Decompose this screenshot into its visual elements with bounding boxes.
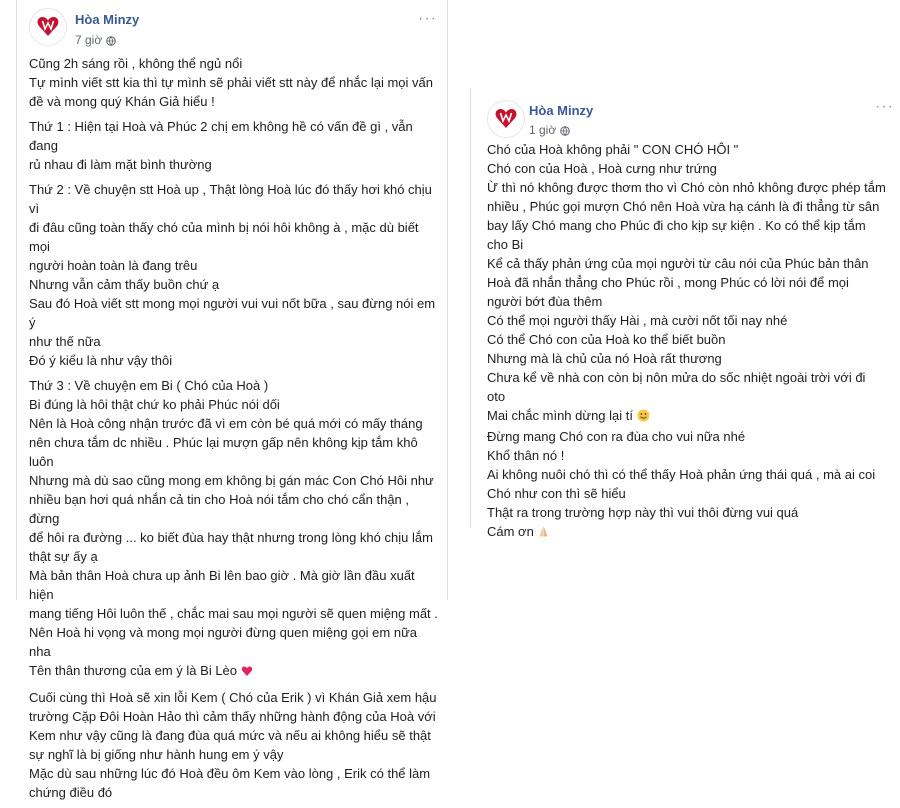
post-time[interactable] [75, 33, 116, 47]
post-text-line: Ừ thì nó không được thơm tho vì Chó còn nhỏ không được phép tắm [487, 180, 886, 195]
author-name[interactable]: Hòa Minzy [529, 103, 594, 118]
more-options-icon[interactable]: ··· [418, 10, 437, 27]
post-text-line: Sau đó Hoà viết stt mong mọi người vui vui nốt bữa , sau đừng nói em ý [29, 296, 439, 330]
post-text-line: Cũng 2h sáng rồi , không thể ngủ nổi [29, 56, 243, 71]
post-text-line: chứng điều đó [29, 785, 113, 800]
post-text-line: Nhưng mà là chủ của nó Hoà rất thương [487, 351, 722, 366]
author-name[interactable]: Hòa Minzy [75, 12, 140, 27]
post-text-line: người hoàn toàn là đang trêu [29, 258, 198, 273]
post-text-line: nhiều , Phúc gọi mượn Chó nên Hoà vừa hạ cánh là đi thẳng từ sân [487, 199, 880, 214]
post-text-line: Nên Hoà hi vọng và mong mọi người đừng quen miệng gọi em nữa nha [29, 625, 421, 659]
post-text-line: như thế nữa [29, 334, 101, 349]
post-text-line: thật sự ấy ạ [29, 549, 98, 564]
post-text-line: rủ nhau đi làm mặt bình thường [29, 157, 212, 172]
post-text-line: Tên thân thương của em ý là Bi Lèo [29, 661, 441, 682]
post-text-line: Có thể Chó con của Hoà ko thể biết buồn [487, 332, 726, 347]
globe-icon [560, 125, 570, 135]
post-text-line: Thứ 1 : Hiện tại Hoà và Phúc 2 chị em không hề có vấn đề gì , vẫn đang [29, 119, 417, 153]
post-text-line: Mặc dù sau những lúc đó Hoà đều ôm Kem vào lòng , Erik có thể làm [29, 766, 431, 781]
post-text-line: người bớt đùa thêm [487, 294, 603, 309]
post-right [470, 88, 900, 539]
post-text-line: sự nghĩ là bị giống như hành hung em ý vậy [29, 747, 284, 762]
post-text-line: Nhưng vẫn cảm thấy buồn chứ ạ [29, 277, 220, 292]
post-time-text: 7 giờ [75, 33, 103, 47]
post-text-line: đi đâu cũng toàn thấy chó của mình bị nói hôi không à , mặc dù biết mọi [29, 220, 423, 254]
post-text-line: mang tiếng Hôi luôn thế , chắc mai sau mọi người sẽ quen miệng mất . [29, 606, 438, 621]
post-time-text: 1 giờ [529, 123, 557, 137]
post-text-line: Ai không nuôi chó thì có thể thấy Hoà phản ứng thái quá , mà ai coi [487, 467, 876, 482]
smile-emoji-icon [637, 408, 650, 427]
post-paragraph [29, 376, 441, 682]
post-text-line: đề và mong quý Khán Giả hiểu ! [29, 94, 215, 109]
post-text-line: nhiều bạn hơi quá nhắn cả tin cho Hoà nói tắm cho chó cẩn thận , đừng [29, 492, 413, 526]
post-paragraph [29, 54, 441, 111]
globe-icon [106, 35, 116, 45]
post-text-line: oto [487, 389, 506, 404]
post-text-line: Cuối cùng thì Hoà sẽ xin lỗi Kem ( Chó của Erik ) vì Khán Giả xem hậu [29, 690, 437, 705]
post-text-line: Kể cả thấy phản ứng của mọi người từ câu nói của Phúc bản thân [487, 256, 869, 271]
post-paragraph [29, 180, 441, 370]
post-text-line: Thứ 2 : Về chuyện stt Hoà up , Thật lòng Hoà lúc đó thấy hơi khó chịu vì [29, 182, 436, 216]
post-text-line: Chó của Hoà không phải " CON CHÓ HÔI " [487, 142, 739, 157]
post-text-line: Mai chắc mình dừng lại tí [487, 406, 897, 427]
post-body [487, 140, 897, 543]
post-text-line: Mà bản thân Hoà chưa up ảnh Bi lên bao giờ . Mà giờ lần đầu xuất hiện [29, 568, 419, 602]
avatar[interactable] [29, 8, 67, 46]
post-text-line: Kem như vậy cũng là đang đùa quá mức và nếu ai không hiểu sẽ thật [29, 728, 431, 743]
heart-icon [241, 663, 253, 682]
avatar[interactable] [487, 100, 525, 138]
post-header [17, 0, 447, 50]
more-options-icon[interactable]: ··· [875, 98, 894, 115]
post-text-line: Thật ra trong trường hợp này thì vui thôi đừng vui quá [487, 505, 799, 520]
post-text-line: Chó con của Hoà , Hoà cưng như trứng [487, 161, 717, 176]
post-text-line: Nên là Hoà công nhận trước đã vì em còn bé quá mới có mấy tháng [29, 416, 423, 431]
post-text-line: trường Cặp Đôi Hoàn Hảo thì cảm thấy những hành động của Hoà với [29, 709, 436, 724]
post-time[interactable] [529, 123, 570, 137]
post-text-line: Khổ thân nó ! [487, 448, 565, 463]
post-left [16, 0, 448, 800]
post-text-line: Có thể mọi người thấy Hài , mà cười nốt tối nay nhé [487, 313, 788, 328]
post-header [471, 88, 900, 138]
post-text-line: Nhưng mà dù sao cũng mong em không bị gán mác Con Chó Hôi như [29, 473, 434, 488]
post-paragraph [29, 688, 441, 802]
post-text-line: Đừng mang Chó con ra đùa cho vui nữa nhé [487, 429, 746, 444]
post-text-line: Bi đúng là hôi thật chứ ko phải Phúc nói dối [29, 397, 280, 412]
pray-emoji-icon [537, 524, 550, 543]
post-paragraph [29, 117, 441, 174]
post-text-line: Chó như con thì sẽ hiểu [487, 486, 626, 501]
post-text-line: Đó ý kiểu là như vậy thôi [29, 353, 173, 368]
post-text-line: để hôi ra đường ... ko biết đùa hay thật nhưng trong lòng khó chịu lắm [29, 530, 433, 545]
post-text-line: bay lấy Chó mang cho Phúc đi cho kịp sự kiện . Ko có thể kịp tắm [487, 218, 866, 233]
post-text-line: cho Bi [487, 237, 524, 252]
post-text-line: nên chưa tắm dc nhiều . Phúc lại mượn gấp nên không kịp tắm khô luôn [29, 435, 422, 469]
post-text-line: Hoà đã nhắn thẳng cho Phúc rồi , mong Phúc có lời nói để mọi [487, 275, 849, 290]
post-text-line: Tự mình viết stt kia thì tự mình sẽ phải viết stt này để nhắc lại mọi vấn [29, 75, 433, 90]
post-text-line: Thứ 3 : Về chuyện em Bi ( Chó của Hoà ) [29, 378, 269, 393]
post-body [29, 54, 441, 808]
post-text-line: Cám ơn [487, 522, 897, 543]
hoa-minzy-logo [30, 9, 66, 45]
post-text-line: Chưa kể về nhà con còn bị nôn mửa do sốc nhiệt ngoài trời với đi [487, 370, 866, 385]
hoa-minzy-logo [488, 101, 524, 137]
